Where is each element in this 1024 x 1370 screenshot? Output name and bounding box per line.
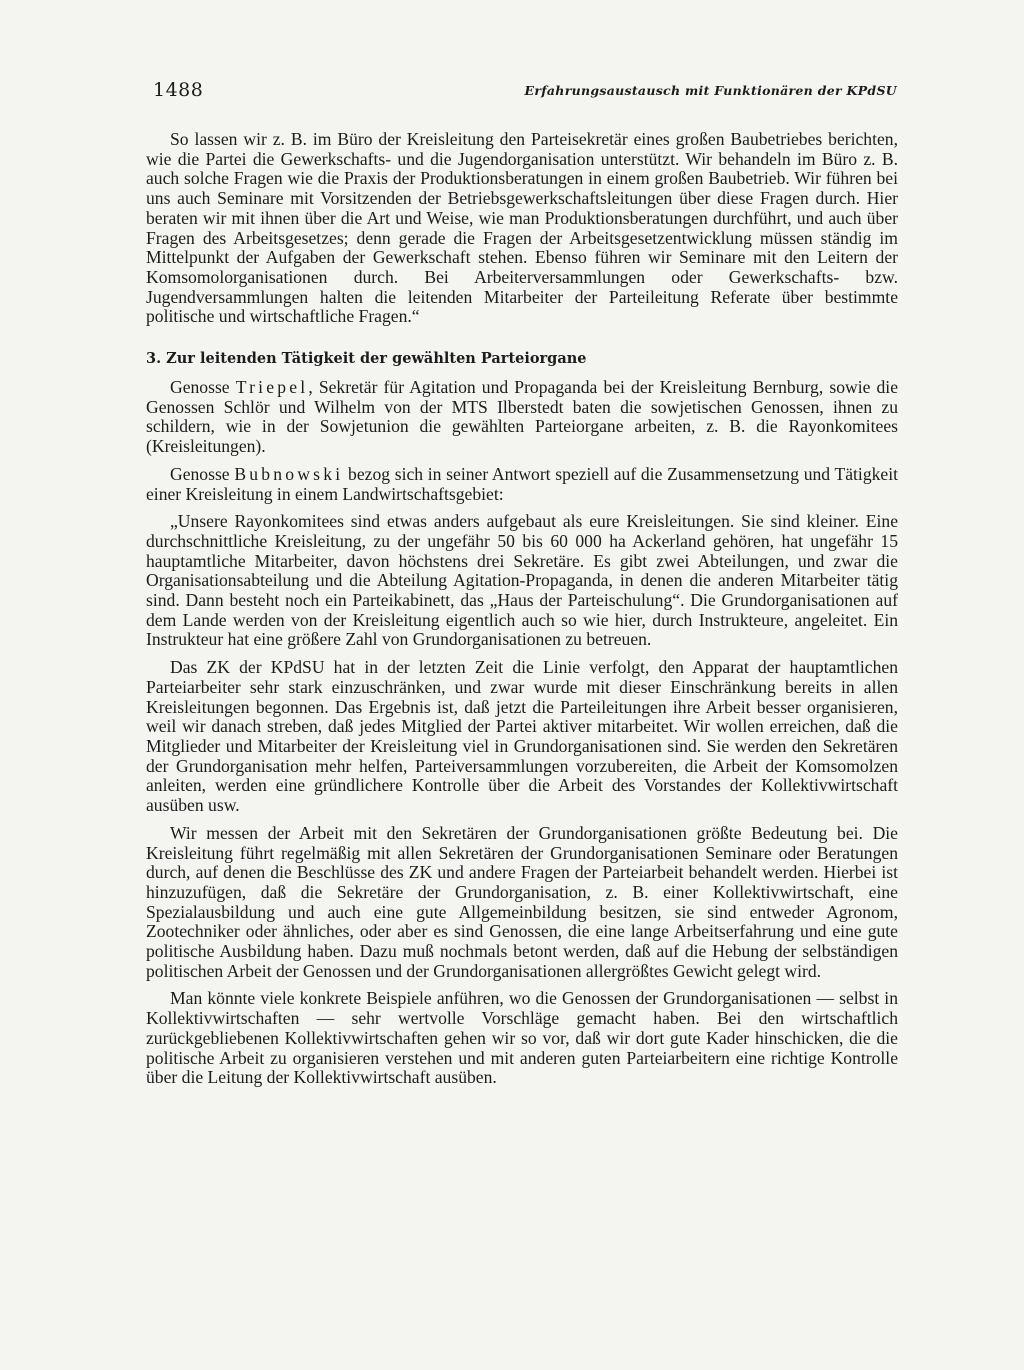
- bubnowski-text: bezog sich in seiner Antwort speziell auf die Zusammensetzung und Tätigkeit einer Kreisleitung in einem Landwirtschaftsgebiet:: [146, 463, 898, 504]
- page-number: 1488: [153, 79, 204, 101]
- name-bubnowski: Bubnowski: [234, 463, 344, 484]
- body-text: [146, 130, 898, 1088]
- intro-paragraph: So lassen wir z. B. im Büro der Kreisleitung den Parteisekretär eines großen Baubetriebes berichten, wie die Partei die Gewerkschafts- und die Jugendorganisation unterstützt. Wir behandeln im Büro z. B. auch solche Fragen wie die Praxis der Produktionsberatungen in einem großen Baubetrieb. Wir führen bei uns auch Seminare mit Vorsitzenden der Betriebsgewerkschaftsleitungen über diese Fragen durch. Hier beraten wir mit ihnen über die Art und Weise, wie man Produktionsberatungen durchführt, und auch über Fragen des Arbeitsgesetzes; denn gerade die Fragen der Arbeitsgesetzentwicklung müssen ständig im Mittelpunkt der Aufgaben der Gewerkschaft stehen. Ebenso führen wir Seminare mit den Leitern der Komsomolorganisationen durch. Bei Arbeiterversammlungen oder Gewerkschafts- bzw. Jugendversammlungen halten die leitenden Mitarbeiter der Parteileitung Referate über bestimmte politische und wirtschaftliche Fragen.“: [146, 129, 898, 327]
- name-triepel: Triepel: [235, 377, 309, 398]
- quote-paragraph: Wir messen der Arbeit mit den Sekretären der Grundorganisationen größte Bedeutung bei. Die Kreisleitung führt regelmäßig mit allen Sekretären der Grundorganisationen Seminare oder Beratungen durch, auf denen die Beschlüsse des ZK und andere Fragen der Parteiarbeit behandelt werden. Hierbei ist hinzuzufügen, daß die Sekretäre der Grundorganisation, z. B. einer Kollektivwirtschaft, eine Spezialausbildung und auch eine gute Allgemeinbildung besitzen, sie sind entweder Agronom, Zootechniker oder ähnliches, oder aber es sind Genossen, die eine lange Arbeitserfahrung und eine gute politische Ausbildung haben. Dazu muß nochmals betont werden, daß auf die Hebung der selbständigen politischen Arbeit der Genossen und der Grundorganisationen allergrößtes Gewicht gelegt wird.: [146, 822, 898, 981]
- running-title: Erfahrungsaustausch mit Funktionären der KPdSU: [524, 83, 897, 98]
- paragraph-triepel: [146, 378, 898, 457]
- triepel-lead: Genosse: [170, 377, 230, 398]
- quote-paragraph: „Unsere Rayonkomitees sind etwas anders aufgebaut als eure Kreisleitungen. Sie sind kleiner. Eine durchschnittliche Kreisleitung, zu der ungefähr 50 bis 60 000 ha Ackerland gehören, hat ungefähr 15 hauptamtliche Mitarbeiter, davon höchstens drei Sekretäre. Es gibt zwei Abteilungen, und zwar die Organisationsabteilung und die Abteilung Agitation-Propaganda, in denen die anderen Mitarbeiter tätig sind. Dann besteht noch ein Parteikabinett, das „Haus der Parteischulung“. Die Grundorganisationen auf dem Lande werden von der Kreisleitung eigentlich auch so wie hier, durch Instrukteure, angeleitet. Ein Instrukteur hat eine größere Zahl von Grundorganisationen zu betreuen.: [146, 511, 898, 650]
- triepel-text: , Sekretär für Agitation und Propaganda bei der Kreisleitung Bernburg, sowie die Genossen Schlör und Wilhelm von der MTS Ilberstedt baten die sowjetischen Genossen, ihnen zu schildern, wie in der Sowjetunion die gewählten Parteiorgane arbeiten, z. B. die Rayonkomitees (Kreisleitungen).: [146, 377, 899, 457]
- quote-paragraph: Man könnte viele konkrete Beispiele anführen, wo die Genossen der Grundorganisationen — selbst in Kollektivwirtschaften — sehr wertvolle Vorschläge gemacht haben. Bei den wirtschaftlich zurückgebliebenen Kollektivwirtschaften gehen wir so vor, daß wir dort gute Kader hinschicken, die die politische Arbeit zu organisieren verstehen und mit anderen guten Parteiarbeitern eine richtige Kontrolle über die Leitung der Kollektivwirtschaft ausüben.: [146, 988, 898, 1088]
- paragraph-bubnowski: [146, 465, 898, 504]
- quote-paragraph: Das ZK der KPdSU hat in der letzten Zeit die Linie verfolgt, den Apparat der hauptamtlichen Parteiarbeiter sehr stark einzuschränken, und zwar wurde mit dieser Einschränkung bereits in allen Kreisleitungen begonnen. Das Ergebnis ist, daß jetzt die Parteileitungen ihre Arbeit besser organisieren, weil wir danach streben, daß jedes Mitglied der Partei aktiver mitarbeitet. Wir wollen erreichen, daß die Mitglieder und Mitarbeiter der Kreisleitung viel in Grundorganisationen sind. Sie werden den Sekretären der Grundorganisation mehr helfen, Parteiversammlungen vorzubereiten, die Arbeit der Komsomolzen anleiten, werden eine gründlichere Kontrolle über die Arbeit des Vorstandes der Kollektivwirtschaft ausüben usw.: [146, 657, 898, 816]
- section-heading: 3. Zur leitenden Tätigkeit der gewählten Parteiorgane: [146, 350, 587, 368]
- bubnowski-lead: Genosse: [170, 463, 230, 484]
